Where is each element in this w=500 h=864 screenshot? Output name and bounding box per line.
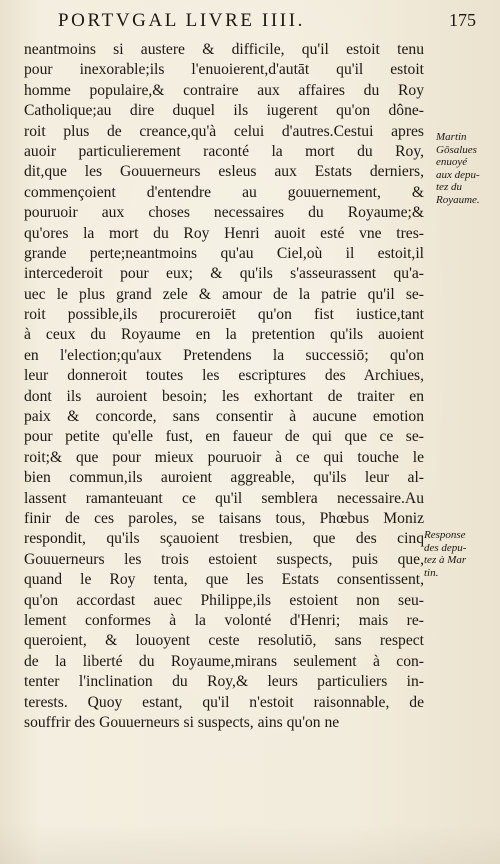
body-text xyxy=(24,40,424,733)
text-line: souffrir des Gouuerneurs si suspects, ains qu'on ne xyxy=(24,713,340,731)
text-line: dont ils auroient besoin; les exhortant de traiter en xyxy=(24,387,424,405)
text-line: terests. Quoy estant, qu'il n'estoit raisonnable, de xyxy=(24,693,424,711)
text-line: respondit, qu'ils sçauoient tresbien, que des cinq xyxy=(24,530,424,548)
text-line: homme populaire,& contraire aux affaires du Roy xyxy=(24,81,424,99)
margin-note-line: enuoyé xyxy=(436,156,468,168)
margin-note-response xyxy=(424,529,500,579)
margin-note-line: tez du xyxy=(436,181,462,193)
text-line: queroient, & louoyent ceste resolutiō, sans respect xyxy=(24,632,424,650)
margin-note-line: Royaume. xyxy=(436,193,480,206)
text-line: Gouuerneurs les trois estoient suspects, puis que, xyxy=(24,550,424,568)
text-line: de la liberté du Royaume,mirans seulement à con- xyxy=(24,652,424,670)
text-line: roit possible,ils procureroiēt qu'on fist iustice,tant xyxy=(24,306,424,324)
text-line: roit plus de creance,qu'à celui d'autres.Cestui apres xyxy=(24,122,424,140)
text-line: neantmoins si austere & difficile, qu'il estoit tenu xyxy=(24,41,424,58)
page-header xyxy=(58,10,476,38)
text-line: en l'election;qu'aux Pretendens la successiō; qu'on xyxy=(24,346,424,364)
margin-note-martin xyxy=(436,131,500,206)
text-line: qu'on accordast auec Philippe,ils estoient non seu- xyxy=(24,591,424,609)
text-line: à ceux du Royaume en la pretention qu'ils auoient xyxy=(24,326,424,344)
text-line: lassent ramanteuant ce qu'il semblera necessaire.Au xyxy=(24,489,424,507)
text-line: leur donneroit toutes les escriptures des Archiues, xyxy=(24,367,424,385)
text-line: quand le Roy tenta, que les Estats consentissent, xyxy=(24,571,424,589)
running-title: PORTVGAL LIVRE IIII. xyxy=(58,10,305,31)
text-line: uec le plus grand zele & amour de la patrie qu'il se- xyxy=(24,285,424,303)
text-line: bien commun,ils auroient aggreable, qu'ils leur al- xyxy=(24,469,424,487)
margin-note-line: Martin xyxy=(436,131,467,143)
text-line: intercederoit pour eux; & qu'ils s'asseurassent qu'a- xyxy=(24,265,424,283)
text-line: finir de ces paroles, se taisans tous, Phœbus Moniz xyxy=(24,509,424,527)
margin-note-line: des depu- xyxy=(424,541,467,554)
text-line: dit,que les Gouuerneurs esleus aux Estats derniers, xyxy=(24,163,424,181)
margin-note-line: tez à Mar xyxy=(424,554,467,566)
text-line: pouruoir aux choses necessaires du Royaume;& xyxy=(24,204,424,222)
text-line: pour inexorable;ils l'enuoierent,d'autāt qu'il estoit xyxy=(24,61,424,79)
text-line: qu'ores la mort du Roy Henri auoit esté vne tres- xyxy=(24,224,424,242)
margin-note-line: Response xyxy=(424,529,466,541)
text-line: paix & concorde, sans consentir à aucune emotion xyxy=(24,408,424,426)
text-line: Catholique;au dire duquel ils iugerent qu'on dône- xyxy=(24,102,424,120)
margin-note-line: Gōsalues xyxy=(436,143,477,156)
text-line: lement conformes à la volonté d'Henri; mais re- xyxy=(24,611,424,629)
text-line: grande perte;neantmoins qu'au Ciel,où il estoit,il xyxy=(24,244,424,262)
page-bottom-shade xyxy=(0,824,500,864)
text-line: tenter l'inclination du Roy,& leurs particuliers in- xyxy=(24,673,424,691)
text-line: roit;& que pour mieux pouruoir à ce qui touche le xyxy=(24,448,424,466)
text-line: commençoient d'entendre au gouuernement, & xyxy=(24,183,424,201)
margin-note-line: tin. xyxy=(424,566,439,579)
text-line: auoir particulierement raconté la mort du Roy, xyxy=(24,142,424,160)
page-number: 175 xyxy=(449,10,476,30)
margin-note-line: aux depu- xyxy=(436,168,480,181)
text-line: pour petite qu'elle fust, en faueur de qui que ce se- xyxy=(24,428,424,446)
